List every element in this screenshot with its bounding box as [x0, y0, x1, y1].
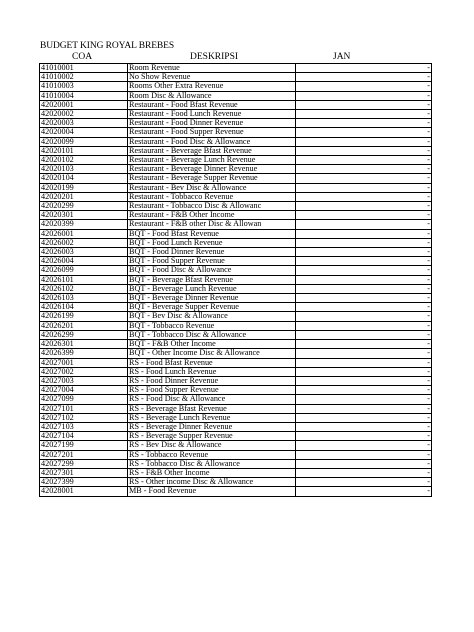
- description-cell[interactable]: RS - Beverage Lunch Revenue: [128, 413, 296, 422]
- description-cell[interactable]: RS - Food Disc & Allowance: [128, 395, 296, 404]
- coa-cell[interactable]: 42027104: [40, 432, 128, 441]
- table-row: [40, 238, 432, 247]
- jan-value-cell[interactable]: -: [296, 229, 432, 238]
- table-row: [40, 91, 432, 100]
- jan-value-cell[interactable]: -: [296, 386, 432, 395]
- description-cell[interactable]: RS - Food Supper Revenue: [128, 386, 296, 395]
- table-row: [40, 202, 432, 211]
- description-cell[interactable]: RS - Beverage Dinner Revenue: [128, 422, 296, 431]
- jan-value-cell[interactable]: -: [296, 487, 432, 496]
- coa-cell[interactable]: 42026201: [40, 321, 128, 330]
- description-cell[interactable]: Restaurant - Tobbacco Disc & Allowanc: [128, 202, 296, 211]
- jan-value-cell[interactable]: -: [296, 284, 432, 293]
- jan-value-cell[interactable]: -: [296, 110, 432, 119]
- description-cell[interactable]: BQT - Beverage Supper Revenue: [128, 303, 296, 312]
- coa-cell[interactable]: 42027003: [40, 376, 128, 385]
- coa-cell[interactable]: 42020101: [40, 146, 128, 155]
- jan-value-cell[interactable]: -: [296, 192, 432, 201]
- coa-cell[interactable]: 42026001: [40, 229, 128, 238]
- description-cell[interactable]: Restaurant - Beverage Dinner Revenue: [128, 165, 296, 174]
- coa-cell[interactable]: 42020003: [40, 119, 128, 128]
- table-row: [40, 386, 432, 395]
- table-row: [40, 422, 432, 431]
- table-row: [40, 146, 432, 155]
- description-cell[interactable]: RS - Tobbacco Revenue: [128, 450, 296, 459]
- coa-cell[interactable]: 42026102: [40, 284, 128, 293]
- jan-value-cell[interactable]: -: [296, 275, 432, 284]
- jan-value-cell[interactable]: -: [296, 238, 432, 247]
- description-cell[interactable]: Restaurant - Beverage Supper Revenue: [128, 174, 296, 183]
- coa-cell[interactable]: 42027099: [40, 395, 128, 404]
- coa-cell[interactable]: 42020004: [40, 128, 128, 137]
- jan-value-cell[interactable]: -: [296, 395, 432, 404]
- jan-value-cell[interactable]: -: [296, 478, 432, 487]
- description-cell[interactable]: Rooms Other Extra Revenue: [128, 82, 296, 91]
- description-cell[interactable]: No Show Revenue: [128, 73, 296, 82]
- table-row: [40, 174, 432, 183]
- jan-value-cell[interactable]: -: [296, 165, 432, 174]
- table-row: [40, 321, 432, 330]
- jan-value-cell[interactable]: -: [296, 450, 432, 459]
- jan-value-cell[interactable]: -: [296, 128, 432, 137]
- coa-cell[interactable]: 42026399: [40, 349, 128, 358]
- column-header-jan: JAN: [333, 52, 351, 62]
- coa-cell[interactable]: 42028001: [40, 487, 128, 496]
- page-title: BUDGET KING ROYAL BREBES: [40, 41, 175, 51]
- jan-value-cell[interactable]: -: [296, 211, 432, 220]
- description-cell[interactable]: RS - Tobbacco Disc & Allowance: [128, 459, 296, 468]
- description-cell[interactable]: BQT - Tobbacco Disc & Allowance: [128, 330, 296, 339]
- table-row: [40, 468, 432, 477]
- coa-cell[interactable]: 42027199: [40, 441, 128, 450]
- jan-value-cell[interactable]: -: [296, 303, 432, 312]
- table-row: [40, 110, 432, 119]
- table-row: [40, 294, 432, 303]
- coa-cell[interactable]: 41010003: [40, 82, 128, 91]
- description-cell[interactable]: Restaurant - Food Dinner Revenue: [128, 119, 296, 128]
- jan-value-cell[interactable]: -: [296, 257, 432, 266]
- coa-cell[interactable]: 42027301: [40, 468, 128, 477]
- description-cell[interactable]: BQT - Other Income Disc & Allowance: [128, 349, 296, 358]
- coa-cell[interactable]: 42026004: [40, 257, 128, 266]
- table-row: [40, 100, 432, 109]
- coa-cell[interactable]: 42027001: [40, 358, 128, 367]
- jan-value-cell[interactable]: -: [296, 321, 432, 330]
- description-cell[interactable]: BQT - Tobbacco Revenue: [128, 321, 296, 330]
- coa-cell[interactable]: 42020002: [40, 110, 128, 119]
- jan-value-cell[interactable]: -: [296, 202, 432, 211]
- table-row: [40, 376, 432, 385]
- jan-value-cell[interactable]: -: [296, 432, 432, 441]
- coa-cell[interactable]: 42027102: [40, 413, 128, 422]
- description-cell[interactable]: Restaurant - Food Lunch Revenue: [128, 110, 296, 119]
- coa-cell[interactable]: 42020199: [40, 183, 128, 192]
- coa-cell[interactable]: 42026301: [40, 340, 128, 349]
- jan-value-cell[interactable]: -: [296, 174, 432, 183]
- jan-value-cell[interactable]: -: [296, 404, 432, 413]
- table-row: [40, 82, 432, 91]
- description-cell[interactable]: MB - Food Revenue: [128, 487, 296, 496]
- coa-cell[interactable]: 42026099: [40, 266, 128, 275]
- description-cell[interactable]: RS - Food Dinner Revenue: [128, 376, 296, 385]
- description-cell[interactable]: Restaurant - Food Disc & Allowance: [128, 137, 296, 146]
- jan-value-cell[interactable]: -: [296, 312, 432, 321]
- jan-value-cell[interactable]: -: [296, 183, 432, 192]
- jan-value-cell[interactable]: -: [296, 119, 432, 128]
- description-cell[interactable]: Restaurant - Food Bfast Revenue: [128, 100, 296, 109]
- table-row: [40, 441, 432, 450]
- description-cell[interactable]: RS - Bev Disc & Allowance: [128, 441, 296, 450]
- description-cell[interactable]: RS - Beverage Bfast Revenue: [128, 404, 296, 413]
- table-row: [40, 128, 432, 137]
- table-row: [40, 330, 432, 339]
- table-row: [40, 303, 432, 312]
- description-cell[interactable]: BQT - Food Supper Revenue: [128, 257, 296, 266]
- coa-cell[interactable]: 42026103: [40, 294, 128, 303]
- coa-cell[interactable]: 42027201: [40, 450, 128, 459]
- coa-cell[interactable]: 42020104: [40, 174, 128, 183]
- table-row: [40, 284, 432, 293]
- jan-value-cell[interactable]: -: [296, 64, 432, 73]
- description-cell[interactable]: RS - Food Lunch Revenue: [128, 367, 296, 376]
- coa-cell[interactable]: 41010001: [40, 64, 128, 73]
- coa-cell[interactable]: 42020001: [40, 100, 128, 109]
- description-cell[interactable]: BQT - Food Dinner Revenue: [128, 248, 296, 257]
- coa-cell[interactable]: 42020102: [40, 156, 128, 165]
- jan-value-cell[interactable]: -: [296, 266, 432, 275]
- jan-value-cell[interactable]: -: [296, 422, 432, 431]
- description-cell[interactable]: Restaurant - Tobbacco Revenue: [128, 192, 296, 201]
- table-row: [40, 73, 432, 82]
- coa-cell[interactable]: 42020099: [40, 137, 128, 146]
- table-row: [40, 156, 432, 165]
- budget-table: [39, 63, 432, 497]
- description-cell[interactable]: Room Disc & Allowance: [128, 91, 296, 100]
- table-row: [40, 165, 432, 174]
- description-cell[interactable]: BQT - Food Bfast Revenue: [128, 229, 296, 238]
- coa-cell[interactable]: 41010002: [40, 73, 128, 82]
- jan-value-cell[interactable]: -: [296, 468, 432, 477]
- coa-cell[interactable]: 42027103: [40, 422, 128, 431]
- description-cell[interactable]: Restaurant - F&B Other Income: [128, 211, 296, 220]
- table-row: [40, 358, 432, 367]
- table-row: [40, 404, 432, 413]
- table-row: [40, 432, 432, 441]
- jan-value-cell[interactable]: -: [296, 156, 432, 165]
- jan-value-cell[interactable]: -: [296, 459, 432, 468]
- table-row: [40, 183, 432, 192]
- table-row: [40, 413, 432, 422]
- description-cell[interactable]: RS - Other income Disc & Allowance: [128, 478, 296, 487]
- jan-value-cell[interactable]: -: [296, 82, 432, 91]
- table-row: [40, 340, 432, 349]
- jan-value-cell[interactable]: -: [296, 100, 432, 109]
- jan-value-cell[interactable]: -: [296, 73, 432, 82]
- jan-value-cell[interactable]: -: [296, 413, 432, 422]
- coa-cell[interactable]: 42020103: [40, 165, 128, 174]
- coa-cell[interactable]: 42020299: [40, 202, 128, 211]
- description-cell[interactable]: Restaurant - Beverage Lunch Revenue: [128, 156, 296, 165]
- column-header-description: DESKRIPSI: [190, 52, 239, 62]
- jan-value-cell[interactable]: -: [296, 349, 432, 358]
- table-row: [40, 395, 432, 404]
- table-row: [40, 266, 432, 275]
- coa-cell[interactable]: 42026199: [40, 312, 128, 321]
- description-cell[interactable]: Room Revenue: [128, 64, 296, 73]
- jan-value-cell[interactable]: -: [296, 248, 432, 257]
- jan-value-cell[interactable]: -: [296, 441, 432, 450]
- coa-cell[interactable]: 42027399: [40, 478, 128, 487]
- table-row: [40, 367, 432, 376]
- description-cell[interactable]: BQT - Bev Disc & Allowance: [128, 312, 296, 321]
- coa-cell[interactable]: 42026104: [40, 303, 128, 312]
- description-cell[interactable]: BQT - Beverage Dinner Revenue: [128, 294, 296, 303]
- table-row: [40, 478, 432, 487]
- description-cell[interactable]: BQT - Food Disc & Allowance: [128, 266, 296, 275]
- description-cell[interactable]: Restaurant - Food Supper Revenue: [128, 128, 296, 137]
- coa-cell[interactable]: 41010004: [40, 91, 128, 100]
- coa-cell[interactable]: 42020399: [40, 220, 128, 229]
- description-cell[interactable]: BQT - Beverage Lunch Revenue: [128, 284, 296, 293]
- coa-cell[interactable]: 42020201: [40, 192, 128, 201]
- coa-cell[interactable]: 42027004: [40, 386, 128, 395]
- coa-cell[interactable]: 42020301: [40, 211, 128, 220]
- column-header-coa: COA: [72, 52, 93, 62]
- description-cell[interactable]: Restaurant - Beverage Bfast Revenue: [128, 146, 296, 155]
- jan-value-cell[interactable]: -: [296, 220, 432, 229]
- coa-cell[interactable]: 42027101: [40, 404, 128, 413]
- jan-value-cell[interactable]: -: [296, 294, 432, 303]
- table-row: [40, 487, 432, 496]
- table-row: [40, 229, 432, 238]
- jan-value-cell[interactable]: -: [296, 137, 432, 146]
- table-row: [40, 275, 432, 284]
- description-cell[interactable]: BQT - F&B Other Income: [128, 340, 296, 349]
- jan-value-cell[interactable]: -: [296, 330, 432, 339]
- description-cell[interactable]: BQT - Food Lunch Revenue: [128, 238, 296, 247]
- description-cell[interactable]: RS - Food Bfast Revenue: [128, 358, 296, 367]
- description-cell[interactable]: BQT - Beverage Bfast Revenue: [128, 275, 296, 284]
- jan-value-cell[interactable]: -: [296, 91, 432, 100]
- jan-value-cell[interactable]: -: [296, 376, 432, 385]
- description-cell[interactable]: Restaurant - F&B other Disc & Allowan: [128, 220, 296, 229]
- coa-cell[interactable]: 42027299: [40, 459, 128, 468]
- table-row: [40, 119, 432, 128]
- table-row: [40, 211, 432, 220]
- jan-value-cell[interactable]: -: [296, 367, 432, 376]
- coa-cell[interactable]: 42026299: [40, 330, 128, 339]
- coa-cell[interactable]: 42027002: [40, 367, 128, 376]
- table-row: [40, 192, 432, 201]
- description-cell[interactable]: RS - Beverage Supper Revenue: [128, 432, 296, 441]
- description-cell[interactable]: Restaurant - Bev Disc & Allowance: [128, 183, 296, 192]
- jan-value-cell[interactable]: -: [296, 146, 432, 155]
- coa-cell[interactable]: 42026003: [40, 248, 128, 257]
- table-row: [40, 450, 432, 459]
- coa-cell[interactable]: 42026101: [40, 275, 128, 284]
- table-row: [40, 349, 432, 358]
- table-row: [40, 64, 432, 73]
- description-cell[interactable]: RS - F&B Other Income: [128, 468, 296, 477]
- budget-table-body: [40, 64, 432, 497]
- table-row: [40, 312, 432, 321]
- table-row: [40, 137, 432, 146]
- jan-value-cell[interactable]: -: [296, 358, 432, 367]
- table-row: [40, 257, 432, 266]
- jan-value-cell[interactable]: -: [296, 340, 432, 349]
- coa-cell[interactable]: 42026002: [40, 238, 128, 247]
- table-row: [40, 248, 432, 257]
- table-row: [40, 220, 432, 229]
- table-row: [40, 459, 432, 468]
